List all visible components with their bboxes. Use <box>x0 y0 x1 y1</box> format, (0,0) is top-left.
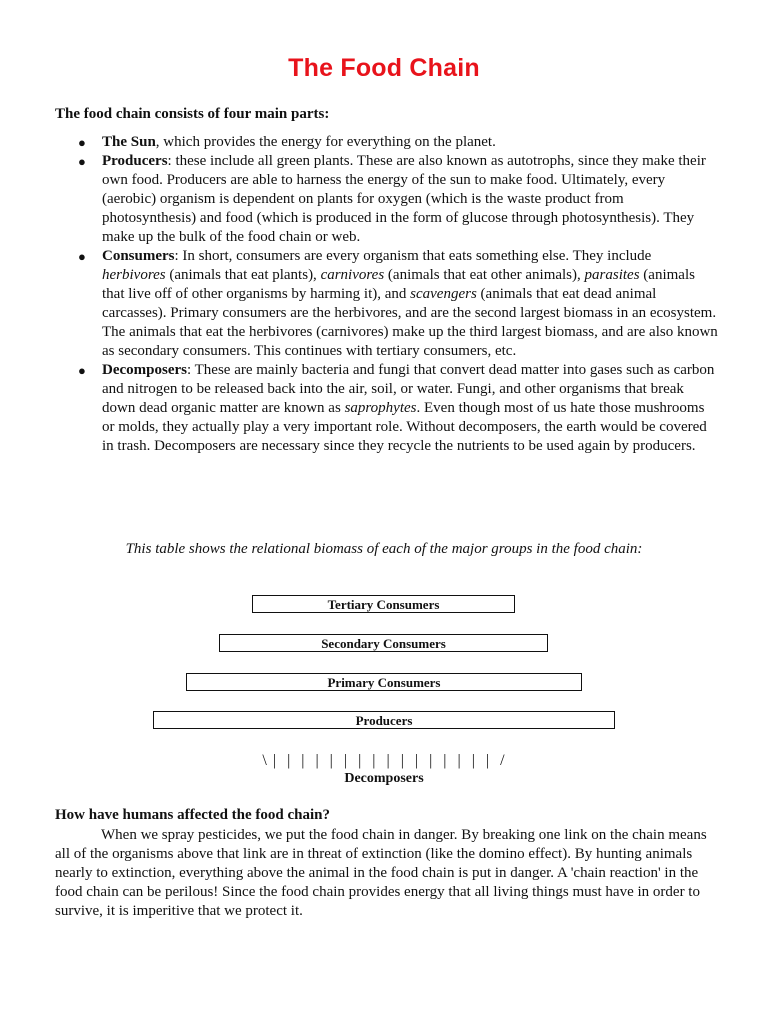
bullet-icon: ● <box>78 363 86 378</box>
term-herbivores: herbivores <box>102 267 166 283</box>
decomposers-label: Decomposers <box>344 771 424 786</box>
humans-paragraph: When we spray pesticides, we put the food chain in danger. By breaking one link on the chain means all of the organisms above that link are in threat of extinction (like the domino effect). By hunting animals nearly to extinction, everything above the animal in the food chain is put in danger. A 'chain reaction' in the food chain can be perilous! Since the food chain provides energy that all living things must have in order to survive, it is imperitive that we protect it. <box>55 827 707 919</box>
pyramid-tier-producers: Producers <box>153 711 615 729</box>
list-item-consumers <box>78 247 718 361</box>
term-carnivores: carnivores <box>320 267 385 283</box>
bullet-icon: ● <box>78 249 86 264</box>
term-consumers: Consumers <box>102 248 175 264</box>
consumers-text-1: : In short, consumers are every organism that eats something else. They include <box>174 248 652 264</box>
decomposers-text-1: : These are mainly bacteria and fungi that convert dead matter into gases such as carbon and nitrogen to be released back into the air, soil, or water. Fungi, and other organisms that break down dead organic matter are known as <box>102 362 715 416</box>
decomposers-text-2: . Even though most of us hate those mushrooms or molds, they actually play a very important role. Without decomposers, the earth would be covered in trash. Decomposers are necessary since they recycle the nutrients to be used again by producers. <box>102 400 707 454</box>
producers-description: : these include all green plants. These are also known as autotrophs, since they make their own food. Producers are able to harness the energy of the sun to make food. Ultimately, every (aerobic) organism is dependent on plants for oxygen (which is the waste product from photosynthesis) and food (which is produced in the form of glucose through photosynthesis). They make up the bulk of the food chain or web. <box>102 153 706 245</box>
term-producers: Producers <box>102 153 168 169</box>
consumers-text-5: (animals that eat dead animal carcasses). Primary consumers are the herbivores, and are the second largest biomass in an ecosystem. The animals that eat the herbivores (carnivores) make up the third largest biomass, and are also known as secondary consumers. This continues with tertiary consumers, etc. <box>102 286 718 359</box>
consumers-text-3: (animals that eat other animals), <box>384 267 585 283</box>
term-parasites: parasites <box>584 267 640 283</box>
bullet-icon: ● <box>78 154 86 169</box>
pyramid-tier-primary: Primary Consumers <box>186 673 582 691</box>
sun-description: , which provides the energy for everything on the planet. <box>155 134 496 150</box>
page-title: The Food Chain <box>288 54 480 82</box>
list-item-sun <box>78 133 718 152</box>
term-sun: The Sun <box>102 134 156 150</box>
term-scavengers: scavengers <box>410 286 477 302</box>
list-item-decomposers <box>78 361 718 456</box>
consumers-text-2: (animals that eat plants), <box>165 267 321 283</box>
bullet-icon: ● <box>78 135 86 150</box>
intro-heading: The food chain consists of four main parts: <box>55 106 330 122</box>
pyramid-tier-secondary: Secondary Consumers <box>219 634 548 652</box>
pyramid-tier-tertiary: Tertiary Consumers <box>252 595 515 613</box>
term-decomposers: Decomposers <box>102 362 187 378</box>
list-item-producers <box>78 152 718 247</box>
consumers-text-4: (animals that live off of other organisms by harming it), and <box>102 267 695 302</box>
decomposers-base-ticks: \ | | | | | | | | | | | | | | | | / <box>262 752 506 769</box>
food-chain-parts-list <box>78 133 718 456</box>
humans-heading: How have humans affected the food chain? <box>55 807 331 823</box>
term-saprophytes: saprophytes <box>344 400 417 416</box>
biomass-table-caption: This table shows the relational biomass of each of the major groups in the food chain: <box>125 541 643 557</box>
